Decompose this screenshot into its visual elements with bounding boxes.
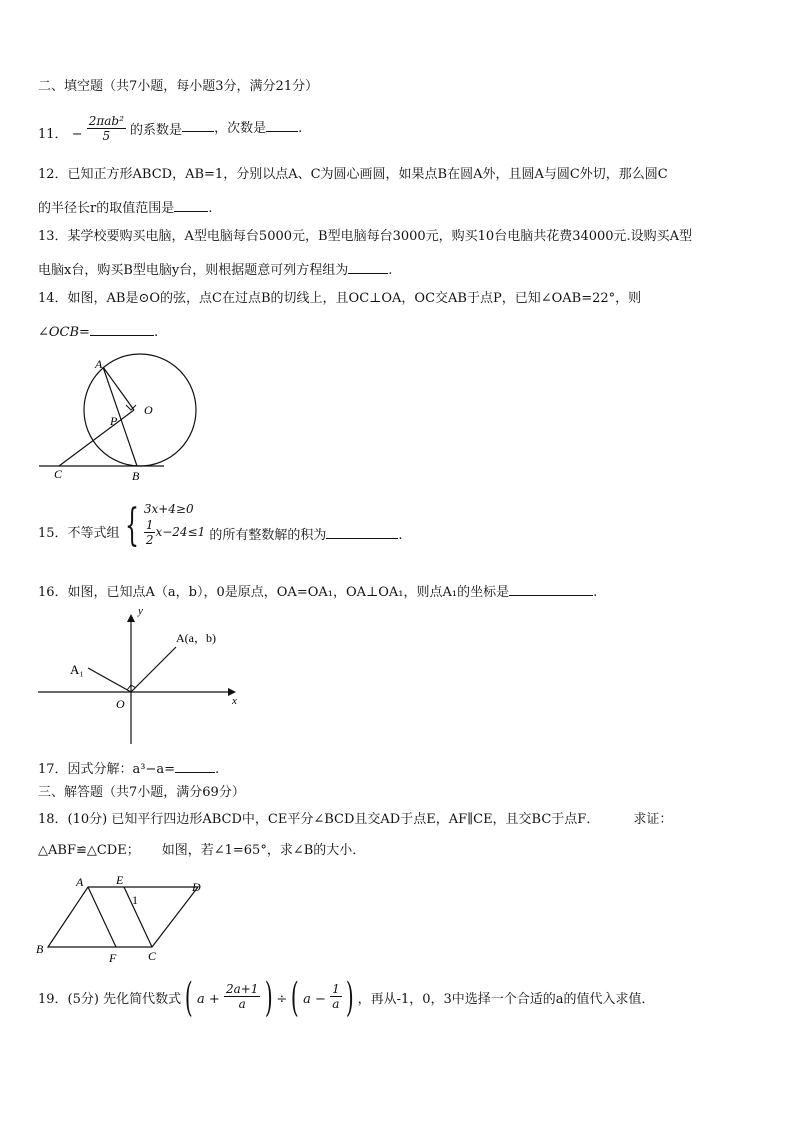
question-19-minus: − (315, 992, 326, 1007)
answer-blank-13[interactable] (348, 261, 388, 274)
question-19-a1: a (196, 992, 205, 1007)
question-15-system (144, 500, 205, 547)
question-19-fraction-2 (330, 982, 342, 1011)
figure-14-label-o: O (144, 403, 153, 417)
figure-16-label-a: A(a，b) (176, 631, 216, 645)
figure-14-circle-tangent (34, 350, 204, 490)
figure-16-coordinate-plane (34, 602, 250, 750)
question-15-brace: { (124, 500, 139, 551)
figure-16-label-x: x (232, 695, 237, 707)
figure-18-label-d: D (192, 880, 201, 894)
figure-14-label-p: P (110, 414, 118, 428)
question-14-line1: 14．如图，AB是⊙O的弦，点C在过点B的切线上，且OC⊥OA，OC交AB于点P，已知∠OAB=22°，则 (38, 291, 642, 306)
question-18-line2 (38, 843, 365, 859)
question-16-text: 16．如图，已知点A（a，b），0是原点，OA=OA₁，OA⊥OA₁，则点A₁的坐标是 (38, 585, 510, 600)
question-11-end: . (298, 121, 303, 136)
question-11-fraction-numerator: 2πab² (88, 114, 124, 128)
figure-16-y-arrow (127, 614, 135, 622)
answer-blank-17[interactable] (175, 760, 215, 773)
question-19-divide: ÷ (276, 992, 288, 1007)
question-13-end: . (388, 263, 393, 278)
question-11 (38, 114, 302, 148)
question-19 (38, 975, 655, 1024)
question-19-plus: + (208, 992, 220, 1007)
answer-blank-14[interactable] (90, 323, 154, 336)
question-18-prove: 求证： (633, 812, 673, 827)
question-11-sign: − (71, 127, 83, 142)
question-11-text-a: 的系数是 (130, 123, 183, 138)
section-title-fill-in: 二、填空题（共7小题，每小题3分，满分21分） (38, 79, 319, 94)
figure-16-segment-oa1 (88, 668, 131, 692)
figure-18-label-e: E (116, 873, 124, 887)
question-15-fraction (144, 518, 156, 547)
figure-18-label-a: A (76, 875, 84, 889)
question-12-line1: 12．已知正方形ABCD，AB=1，分别以点A、C为圆心画圆，如果点B在圆A外，且圆A与圆C外切，那么圆C (38, 167, 668, 182)
figure-18-parallelogram-abcd (48, 887, 198, 947)
figure-18-label-f: F (109, 951, 117, 965)
figure-18-label-b: B (36, 942, 44, 956)
question-18-part1: △ABF≌△CDE； (38, 843, 140, 858)
question-12-end: . (208, 201, 213, 216)
question-17-line (38, 760, 219, 778)
figure-16-label-a1: A₁ (70, 662, 84, 677)
figure-14-label-c: C (54, 467, 63, 481)
question-15-number: 15．不等式组 (38, 526, 120, 541)
question-12-line2 (38, 199, 212, 217)
figure-16-label-o: O (116, 697, 125, 711)
question-18-line1 (38, 812, 672, 828)
question-17-text: 17．因式分解：a³−a= (38, 762, 176, 777)
question-13-text: 电脑x台，购买B型电脑y台，则根据题意可列方程组为 (38, 263, 349, 278)
question-15-inequality-2 (144, 518, 205, 547)
question-19-fraction-1-numerator: 2a+1 (225, 982, 259, 996)
figure-14-label-b: B (132, 469, 140, 483)
question-15-inequality-2-rest: x−24≤1 (155, 525, 206, 539)
question-15-text: 的所有整数解的积为 (209, 528, 327, 543)
question-15 (38, 500, 403, 556)
question-19-paren-open-1: ( (185, 975, 193, 1021)
question-17-end: . (215, 762, 220, 777)
question-11-number: 11． (38, 127, 68, 142)
answer-blank-16[interactable] (509, 583, 593, 596)
question-15-end: . (398, 528, 403, 543)
question-19-paren-close-1: ) (264, 975, 273, 1021)
figure-18-label-c: C (148, 949, 157, 963)
figure-18-label-1: 1 (132, 893, 138, 907)
question-11-fraction (87, 114, 126, 143)
figure-18-segment-ec (124, 887, 152, 947)
figure-14-segment-oa (103, 367, 134, 410)
question-15-fraction-denominator: 2 (145, 533, 154, 547)
question-15-fraction-numerator: 1 (145, 518, 154, 532)
question-19-fraction-2-numerator: 1 (332, 982, 340, 996)
question-18-part2: 如图，若∠1=65°，求∠B的大小． (161, 843, 366, 858)
question-19-fraction-1-denominator: a (238, 997, 246, 1011)
question-19-prefix: 19．(5分) 先化简代数式 (38, 992, 182, 1007)
answer-blank-11a[interactable] (182, 119, 214, 132)
figure-14-label-a: A (95, 357, 103, 371)
question-12-text: 的半径长r的取值范围是 (38, 201, 175, 216)
question-13-line2 (38, 261, 392, 279)
answer-blank-12[interactable] (174, 199, 208, 212)
question-13-line1: 13．某学校要购买电脑，A型电脑每台5000元，B型电脑每台3000元，购买10台电脑共花费34000元.设购买A型 (38, 229, 693, 244)
question-19-fraction-2-denominator: a (332, 997, 340, 1011)
question-18-text: 18．(10分) 已知平行四边形ABCD中，CE平分∠BCD且交AD于点E，AF∥CE，且交BC于点F． (38, 812, 600, 827)
figure-18-parallelogram (34, 870, 224, 966)
question-19-suffix: ，再从-1，0，3中选择一个合适的a的值代入求值． (357, 992, 655, 1007)
question-14-text: ∠OCB= (38, 325, 90, 340)
figure-16-label-y: y (138, 605, 143, 617)
figure-18-segment-af (88, 887, 116, 947)
figure-14-chord-ab (103, 367, 137, 466)
figure-14-segment-oc (59, 410, 134, 466)
question-19-a2: a (303, 992, 311, 1007)
question-19-paren-open-2: ( (291, 975, 300, 1021)
answer-blank-15[interactable] (326, 526, 398, 539)
answer-blank-11b[interactable] (266, 119, 298, 132)
question-16-end: . (593, 585, 598, 600)
question-16-line (38, 583, 597, 601)
question-11-fraction-denominator: 5 (102, 129, 111, 143)
question-14-line2 (38, 323, 158, 341)
question-14-end: . (153, 325, 159, 340)
figure-16-segment-oa (131, 647, 176, 692)
question-19-paren-close-2: ) (345, 975, 354, 1021)
question-15-tail (209, 526, 402, 544)
question-15-inequality-1: 3x+4≥0 (143, 502, 194, 516)
question-11-text-b: ，次数是 (214, 121, 267, 136)
section-title-answer: 三、解答题（共7小题，满分69分） (38, 785, 245, 800)
question-19-fraction-1 (224, 982, 260, 1011)
